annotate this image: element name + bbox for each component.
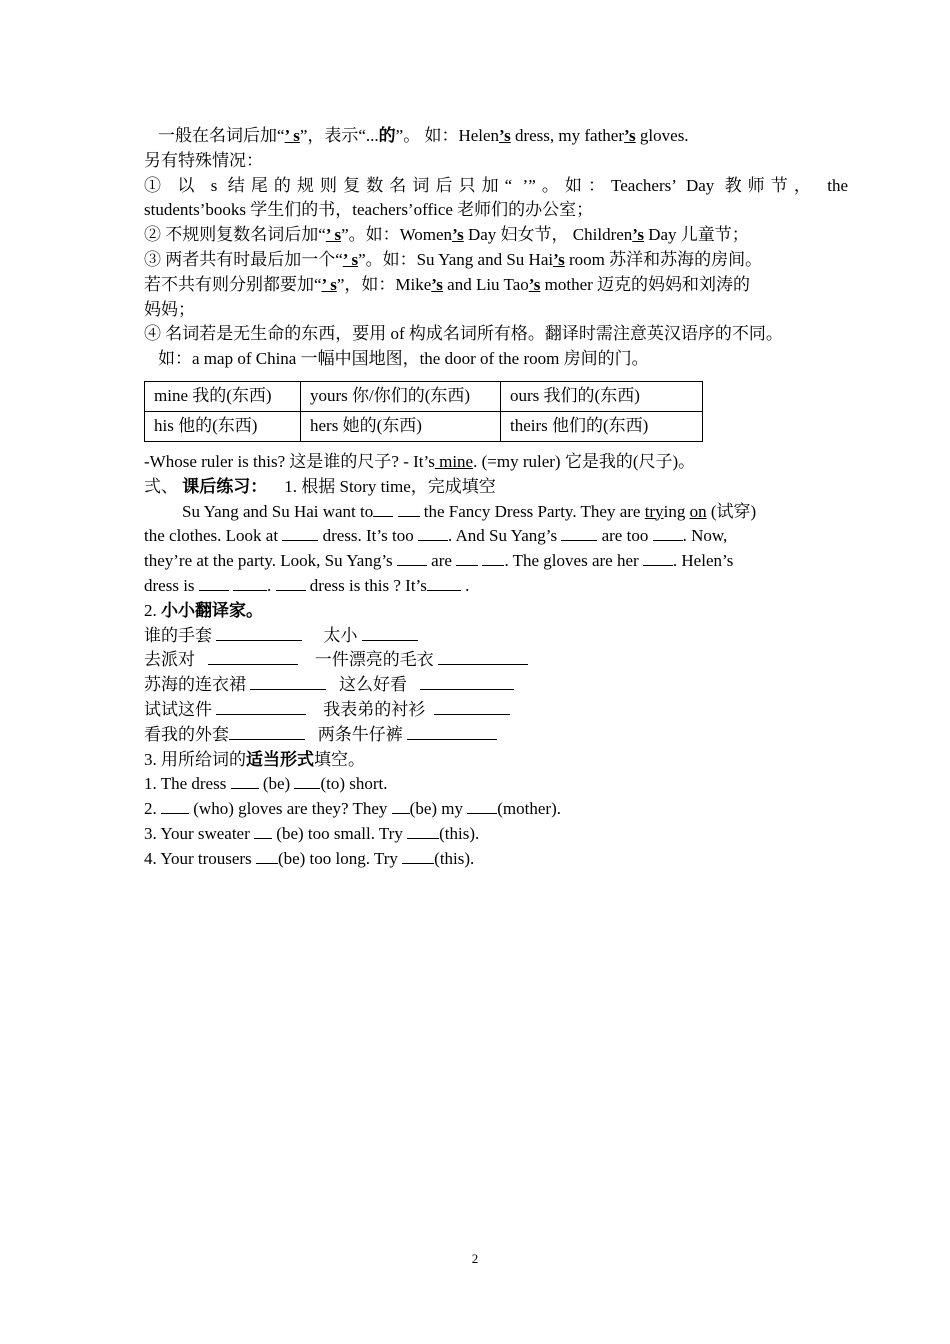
table-row bbox=[145, 411, 703, 441]
answer-blank[interactable] bbox=[373, 501, 393, 517]
story-line-3: they’re at the party. Look, Su Yang’s are . The gloves are her . Helen’s bbox=[144, 551, 734, 571]
fill-question-2: 2. (who) gloves are they? They (be) my (mother). bbox=[144, 799, 561, 819]
text: ”。如：Su Yang and Su Hai bbox=[358, 249, 554, 269]
fill-question-1: 1. The dress (be) (to) short. bbox=[144, 774, 388, 794]
answer-blank[interactable] bbox=[561, 525, 597, 541]
fill-question-3: 3. Your sweater (be) too small. Try (this). bbox=[144, 823, 480, 843]
text: ”，表示“... bbox=[299, 126, 379, 145]
apostrophe-s-mark: ’s bbox=[528, 274, 541, 294]
answer-blank[interactable] bbox=[199, 575, 229, 591]
answer-blank[interactable] bbox=[256, 848, 278, 864]
text: 若不共有则分别都要加“ bbox=[144, 274, 322, 294]
answer-blank[interactable] bbox=[456, 550, 478, 566]
rule-3 bbox=[144, 248, 848, 273]
answer-blank[interactable] bbox=[402, 848, 434, 864]
rule-1-line-2: students’books 学生们的书，teachers’office 老师们的办公室； bbox=[144, 200, 594, 220]
apostrophe-s-mark: ’ s bbox=[325, 225, 342, 245]
section-number: 弍、 bbox=[144, 476, 178, 496]
answer-blank[interactable] bbox=[427, 575, 461, 591]
table-cell: his 他的(东西) bbox=[145, 411, 301, 441]
fill-heading: 3. 用所给词的适当形式填空。 bbox=[144, 749, 365, 769]
fill-question-4: 4. Your trousers (be) too long. Try (this). bbox=[144, 848, 475, 868]
special-cases-label: 另有特殊情况： bbox=[144, 150, 263, 170]
apostrophe-s-mark: ’s bbox=[624, 126, 636, 145]
answer-blank[interactable] bbox=[653, 525, 683, 541]
section-title: 课后练习： bbox=[182, 476, 268, 496]
text: dress, my father bbox=[510, 126, 625, 145]
example-sentence bbox=[144, 450, 848, 475]
translate-heading: 2. 小小翻译家。 bbox=[144, 600, 263, 620]
text: . (=my ruler) 它是我的(尺子)。 bbox=[473, 451, 696, 471]
apostrophe-s-mark: ’s bbox=[499, 126, 511, 145]
section-title: 小小翻译家。 bbox=[161, 600, 263, 620]
text: and Liu Tao bbox=[442, 274, 529, 294]
story-line-1: Su Yang and Su Hai want to the Fancy Dress Party. They are trying on (试穿) bbox=[182, 501, 757, 521]
answer-blank[interactable] bbox=[208, 649, 298, 665]
text: mother 迈克的妈妈和刘涛的 bbox=[540, 274, 751, 294]
rule-2 bbox=[144, 223, 848, 248]
exercise-heading bbox=[144, 475, 848, 500]
table-cell: theirs 他们的(东西) bbox=[501, 411, 703, 441]
translate-row: 试试这件 我表弟的衬衫 bbox=[144, 698, 848, 723]
bold-phrase: 适当形式 bbox=[246, 749, 314, 769]
rule-4-line-2: 如：a map of China 一幅中国地图，the door of the room 房间的门。 bbox=[158, 349, 649, 369]
text: 一般在名词后加“ bbox=[158, 126, 285, 145]
text: ② 不规则复数名词后加“ bbox=[144, 225, 326, 245]
text: ”。 如：Helen bbox=[395, 126, 500, 145]
text: ”，如：Mike bbox=[336, 274, 432, 294]
text: Day 妇女节， Children bbox=[463, 225, 633, 245]
answer-blank[interactable] bbox=[282, 525, 318, 541]
translate-row: 谁的手套 太小 bbox=[144, 624, 848, 649]
text: gloves. bbox=[635, 126, 689, 145]
answer-blank[interactable] bbox=[254, 823, 272, 839]
apostrophe-s-mark: ’ s bbox=[321, 274, 337, 294]
text: Day 儿童节； bbox=[643, 225, 749, 245]
possessive-rule-intro bbox=[144, 124, 848, 149]
answer-blank[interactable] bbox=[407, 724, 497, 740]
answer-blank[interactable] bbox=[392, 798, 410, 814]
translate-row: 去派对 一件漂亮的毛衣 bbox=[144, 648, 848, 673]
apostrophe-s-mark: ’s bbox=[452, 225, 464, 245]
underlined-mine: mine bbox=[434, 451, 474, 471]
answer-blank[interactable] bbox=[397, 550, 427, 566]
answer-blank[interactable] bbox=[229, 724, 305, 740]
answer-blank[interactable] bbox=[418, 525, 448, 541]
answer-blank[interactable] bbox=[161, 798, 189, 814]
rule-1-line-1: ① 以 s 结尾的规则复数名词后只加“ ’”。如：Teachers’ Day 教师节， the bbox=[144, 175, 848, 195]
rule-4-line-1: ④ 名词若是无生命的东西，要用 of 构成名词所有格。翻译时需注意英汉语序的不同。 bbox=[144, 324, 783, 344]
translate-row: 看我的外套 两条牛仔裤 bbox=[144, 723, 848, 748]
apostrophe-s-mark: ’s bbox=[553, 249, 565, 269]
worksheet-page bbox=[144, 124, 848, 872]
text: room 苏洋和苏海的房间。 bbox=[564, 249, 763, 269]
text: ”。如：Women bbox=[341, 225, 453, 245]
text: -Whose ruler is this? 这是谁的尺子? - It’s bbox=[144, 451, 435, 471]
answer-blank[interactable] bbox=[407, 823, 439, 839]
underlined-try: try bbox=[644, 501, 664, 521]
table-cell: yours 你/你们的(东西) bbox=[301, 381, 501, 411]
answer-blank[interactable] bbox=[362, 625, 418, 641]
answer-blank[interactable] bbox=[250, 674, 326, 690]
table-cell: mine 我的(东西) bbox=[145, 381, 301, 411]
possessive-pronoun-table bbox=[144, 381, 703, 442]
apostrophe-s-mark: ’s bbox=[431, 274, 443, 294]
apostrophe-s-mark: ’ s bbox=[284, 126, 300, 145]
table-row bbox=[145, 381, 703, 411]
apostrophe-s-mark: ’s bbox=[632, 225, 644, 245]
bold-de: 的 bbox=[378, 126, 396, 145]
answer-blank[interactable] bbox=[438, 649, 528, 665]
underlined-on: on bbox=[689, 501, 707, 521]
answer-blank[interactable] bbox=[216, 699, 306, 715]
table-cell: ours 我们的(东西) bbox=[501, 381, 703, 411]
task-1-instruction: 1. 根据 Story time，完成填空 bbox=[284, 476, 496, 496]
answer-blank[interactable] bbox=[482, 550, 504, 566]
story-line-4: dress is . dress is this ? It’s . bbox=[144, 575, 470, 595]
rule-3-separate bbox=[144, 273, 848, 298]
text: ③ 两者共有时最后加一个“ bbox=[144, 249, 343, 269]
answer-blank[interactable] bbox=[233, 575, 267, 591]
answer-blank[interactable] bbox=[216, 625, 302, 641]
page-number: 2 bbox=[471, 1251, 479, 1266]
answer-blank[interactable] bbox=[294, 773, 320, 789]
answer-blank[interactable] bbox=[420, 674, 514, 690]
rule-3-line-2: 妈妈； bbox=[144, 299, 195, 319]
answer-blank[interactable] bbox=[231, 773, 259, 789]
answer-blank[interactable] bbox=[467, 798, 497, 814]
table-cell: hers 她的(东西) bbox=[301, 411, 501, 441]
apostrophe-s-mark: ’ s bbox=[342, 249, 359, 269]
answer-blank[interactable] bbox=[434, 699, 510, 715]
answer-blank[interactable] bbox=[276, 575, 306, 591]
answer-blank[interactable] bbox=[643, 550, 673, 566]
translate-row: 苏海的连衣裙 这么好看 bbox=[144, 673, 848, 698]
answer-blank[interactable] bbox=[398, 501, 420, 517]
story-line-2: the clothes. Look at dress. It’s too . And Su Yang’s are too . Now, bbox=[144, 526, 728, 546]
